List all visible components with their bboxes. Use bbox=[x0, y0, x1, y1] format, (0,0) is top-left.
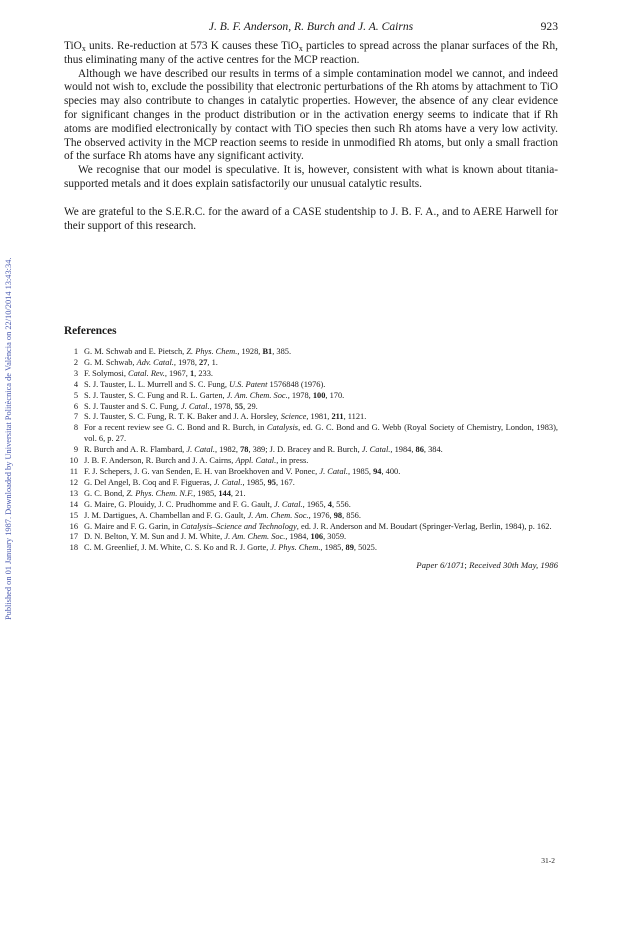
reference-item bbox=[64, 347, 558, 358]
paper-id: Paper 6/1071 bbox=[416, 560, 465, 570]
reference-item bbox=[64, 478, 558, 489]
reference-text: , 5025. bbox=[353, 543, 377, 553]
reference-volume: 106 bbox=[310, 532, 324, 542]
references-list bbox=[64, 347, 558, 554]
reference-journal: J. Am. Chem. Soc. bbox=[226, 390, 288, 400]
paragraph-continuation: TiO$_x$ units. Re-reduction at 573 K causes these TiO$_x$ particles to spread across the planar surfaces of the Rh, thus eliminating many of the active centres for the MCP reaction. bbox=[64, 40, 558, 66]
reference-item bbox=[64, 489, 558, 500]
acknowledgement: We are grateful to the S.E.R.C. for the award of a CASE studentship to J. B. F. A., and to AERE Harwell for their support of this research. bbox=[64, 205, 558, 232]
reference-text: , 1965, bbox=[302, 499, 328, 509]
reference-number: 2 bbox=[73, 357, 78, 367]
reference-journal: Z. Phys. Chem. bbox=[186, 347, 238, 356]
reference-number: 6 bbox=[73, 401, 78, 411]
reference-item bbox=[64, 543, 558, 554]
reference-number: 5 bbox=[73, 390, 78, 400]
reference-journal: J. Am. Chem. Soc. bbox=[224, 532, 286, 542]
reference-item bbox=[64, 467, 558, 478]
reference-text: R. Burch and A. R. Flambard, bbox=[84, 445, 187, 455]
reference-journal: J. Catal. bbox=[319, 466, 348, 476]
reference-item bbox=[64, 511, 558, 522]
reference-text: , ed. J. R. Anderson and M. Boudart (Springer-Verlag, Berlin, 1984), p. 162. bbox=[296, 521, 552, 531]
reference-number: 1 bbox=[73, 347, 78, 356]
reference-text: , 1985, bbox=[242, 477, 268, 487]
reference-journal: Adv. Catal. bbox=[136, 357, 174, 367]
reference-text: , 1984, bbox=[390, 445, 416, 455]
reference-item bbox=[64, 380, 558, 391]
reference-journal: J. Am. Chem. Soc. bbox=[247, 510, 309, 520]
reference-number: 17 bbox=[69, 532, 78, 542]
reference-text: , 233. bbox=[194, 368, 213, 378]
reference-text: J. M. Dartigues, A. Chambellan and F. G. Gault, bbox=[84, 510, 248, 520]
reference-number: 8 bbox=[73, 423, 78, 433]
reference-text: , in press. bbox=[276, 456, 309, 466]
running-header-authors: J. B. F. Anderson, R. Burch and J. A. Cairns bbox=[208, 20, 414, 33]
reference-volume: 211 bbox=[331, 412, 344, 422]
reference-volume: 86 bbox=[415, 445, 424, 455]
reference-item bbox=[64, 522, 558, 533]
reference-text: F. Solymosi, bbox=[84, 368, 129, 378]
reference-item bbox=[64, 500, 558, 511]
reference-text: , 170. bbox=[325, 390, 345, 400]
reference-item bbox=[64, 423, 558, 445]
reference-journal: J. Catal. bbox=[274, 499, 303, 509]
reference-text: For a recent review see G. C. Bond and R. Burch, in bbox=[84, 423, 267, 433]
reference-number: 14 bbox=[69, 499, 78, 509]
reference-text: , 1976, bbox=[308, 510, 334, 520]
reference-journal: Science bbox=[280, 412, 307, 422]
reference-journal: J. Phys. Chem. bbox=[270, 543, 321, 553]
reference-item bbox=[64, 402, 558, 413]
reference-text: , 1978, bbox=[173, 357, 199, 367]
reference-text: , 1981, bbox=[306, 412, 332, 422]
references-heading: References bbox=[64, 325, 117, 337]
reference-journal: Appl. Catal. bbox=[235, 456, 277, 466]
reference-item bbox=[64, 532, 558, 543]
reference-text: , 385. bbox=[272, 347, 292, 356]
reference-number: 18 bbox=[69, 543, 78, 553]
reference-text: , 1982, bbox=[214, 445, 241, 455]
reference-item bbox=[64, 412, 558, 423]
reference-journal: U.S. Patent bbox=[229, 379, 268, 389]
reference-text: , 389; J. D. Bracey and R. Burch, bbox=[248, 445, 362, 455]
reference-text: S. J. Tauster, L. L. Murrell and S. C. Fung, bbox=[84, 379, 230, 389]
reference-journal: J. Catal. bbox=[361, 445, 391, 455]
reference-journal: J. Catal. bbox=[186, 445, 215, 455]
reference-text: G. M. Schwab and E. Pietsch, bbox=[84, 347, 187, 356]
reference-volume: 144 bbox=[218, 488, 231, 498]
reference-text: G. Maire, G. Plouidy, J. C. Prudhomme and F. G. Gault, bbox=[84, 499, 275, 509]
reference-volume: 89 bbox=[345, 543, 354, 553]
reference-item bbox=[64, 358, 558, 369]
reference-text: , 1121. bbox=[343, 412, 367, 422]
reference-item bbox=[64, 391, 558, 402]
reference-text: , 856. bbox=[342, 510, 361, 520]
reference-volume: 98 bbox=[333, 510, 343, 520]
paper-info-separator: ; bbox=[464, 560, 470, 570]
reference-journal: J. Catal. bbox=[180, 401, 210, 411]
reference-journal: Catal. Rev. bbox=[128, 368, 165, 378]
download-watermark bbox=[4, 100, 18, 620]
reference-volume: 55 bbox=[234, 401, 244, 411]
reference-text: 1576848 (1976). bbox=[267, 379, 326, 389]
reference-text: , 3059. bbox=[323, 532, 347, 542]
received-date: Received 30th May, 1986 bbox=[469, 560, 558, 570]
reference-item bbox=[64, 445, 558, 456]
footer-signature-mark: 31-2 bbox=[541, 856, 555, 865]
reference-volume: 1 bbox=[189, 368, 195, 378]
page-number: 923 bbox=[540, 20, 558, 33]
reference-text: , 556. bbox=[331, 499, 351, 509]
reference-volume: 100 bbox=[312, 390, 326, 400]
reference-journal: Catalysis bbox=[266, 423, 299, 433]
paper-info bbox=[416, 560, 558, 570]
reference-volume: B1 bbox=[262, 347, 273, 356]
reference-text: F. J. Schepers, J. G. van Senden, E. H. van Broekhoven and V. Ponec, bbox=[84, 466, 320, 476]
reference-text: C. M. Greenlief, J. M. White, C. S. Ko and R. J. Gorte, bbox=[84, 543, 271, 553]
reference-text: S. J. Tauster, S. C. Fung and R. L. Garten, bbox=[84, 390, 227, 400]
reference-number: 3 bbox=[73, 368, 78, 378]
reference-text: , 1928, bbox=[237, 347, 263, 356]
reference-number: 11 bbox=[69, 466, 78, 476]
reference-number: 16 bbox=[69, 521, 78, 531]
reference-volume: 27 bbox=[199, 357, 208, 367]
reference-text: , 1985, bbox=[193, 488, 219, 498]
reference-text: , 1967, bbox=[164, 368, 190, 378]
reference-text: D. N. Belton, Y. M. Sun and J. M. White, bbox=[84, 532, 225, 542]
reference-volume: 95 bbox=[267, 477, 276, 487]
reference-text: , 1985, bbox=[320, 543, 346, 553]
paragraph-conclusion: We recognise that our model is speculative. It is, however, consistent with what is known about titania-supported metals and it does explain satisfactorily our unusual catalytic results. bbox=[64, 164, 558, 190]
reference-journal: Catalysis–Science and Technology bbox=[180, 521, 297, 531]
reference-volume: 94 bbox=[373, 466, 382, 476]
reference-text: , 1. bbox=[207, 357, 218, 367]
reference-number: 15 bbox=[69, 510, 78, 520]
reference-text: , 29. bbox=[243, 401, 258, 411]
paragraph-discussion: Although we have described our results in terms of a simple contamination model we cannot, and indeed would not wish to, exclude the possibility that electronic perturbations of the Rh atoms by attachment to TiO species may also contribute to changes in catalytic properties. However, the absence of any clear evidence for significant changes in the product distribution or in the activation energy seems to indicate that if Rh atoms are modified electronically by contact with TiO species then such Rh atoms have a very low activity. The observed activity in the MCP reaction seems to reside in unmodified Rh atoms, but only a small fraction of the surface Rh atoms have any significant activity. bbox=[64, 67, 558, 163]
reference-volume: 4 bbox=[327, 499, 332, 509]
reference-number: 13 bbox=[69, 488, 78, 498]
download-watermark-text: Published on 01 January 1987. Downloaded by Universitat Politècnica de València on 22/10/2014 13:43:34. bbox=[4, 257, 13, 620]
reference-text: , 1978, bbox=[287, 390, 313, 400]
reference-text: , 384. bbox=[423, 445, 443, 455]
reference-text: G. M. Schwab, bbox=[84, 357, 137, 367]
reference-text: S. J. Tauster and S. C. Fung, bbox=[84, 401, 181, 411]
reference-text: , ed. G. C. Bond and G. Webb (Royal Society of Chemistry, London, 1983), vol. 6, p. 27. bbox=[84, 423, 558, 444]
body-text bbox=[64, 40, 558, 233]
reference-text: , 1978, bbox=[209, 401, 235, 411]
reference-text: , 1985, bbox=[347, 466, 374, 476]
reference-text: , 400. bbox=[381, 466, 401, 476]
reference-text: J. B. F. Anderson, R. Burch and J. A. Cairns, bbox=[84, 456, 236, 466]
reference-item bbox=[64, 456, 558, 467]
reference-text: , 1984, bbox=[285, 532, 311, 542]
reference-number: 12 bbox=[69, 477, 78, 487]
reference-text: , 167. bbox=[275, 477, 295, 487]
reference-text: G. Del Angel, B. Coq and F. Figueras, bbox=[84, 477, 214, 487]
reference-text: , 21. bbox=[230, 488, 246, 498]
reference-number: 7 bbox=[73, 412, 78, 422]
reference-item bbox=[64, 369, 558, 380]
reference-volume: 78 bbox=[240, 445, 249, 455]
reference-journal: Z. Phys. Chem. N.F. bbox=[126, 488, 194, 498]
reference-number: 10 bbox=[69, 456, 78, 466]
reference-text: G. C. Bond, bbox=[84, 488, 127, 498]
reference-text: S. J. Tauster, S. C. Fung, R. T. K. Baker and J. A. Horsley, bbox=[84, 412, 281, 422]
reference-text: G. Maire and F. G. Garin, in bbox=[84, 521, 181, 531]
reference-number: 9 bbox=[73, 445, 78, 455]
reference-number: 4 bbox=[73, 379, 78, 389]
reference-journal: J. Catal. bbox=[213, 477, 243, 487]
running-header bbox=[64, 20, 558, 36]
